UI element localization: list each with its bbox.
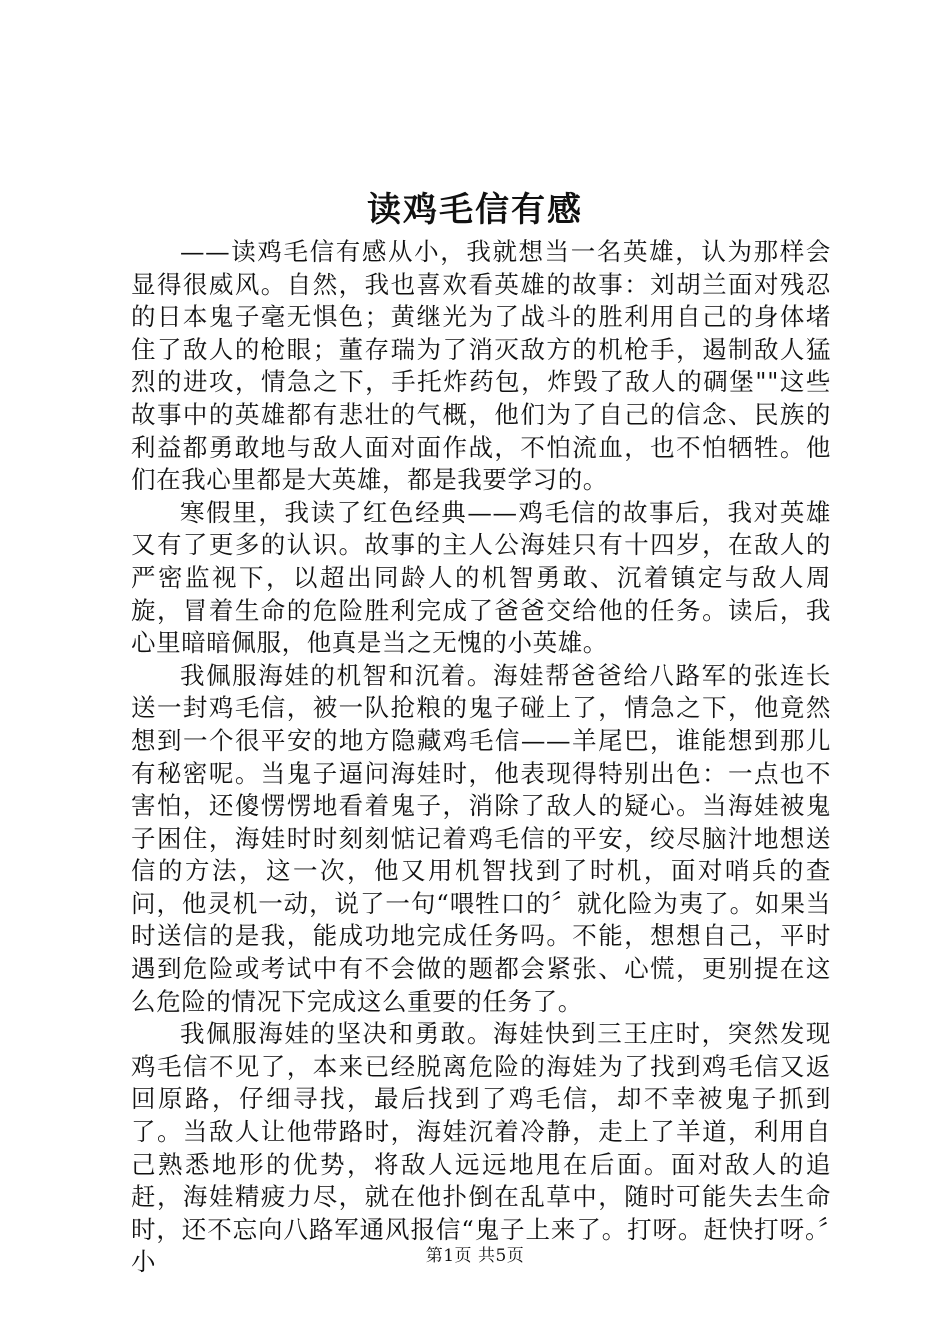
paragraph: 我佩服海娃的坚决和勇敢。海娃快到三王庄时，突然发现鸡毛信不见了，本来已经脱离危险的海娃为了找到鸡毛信又返回原路，仔细寻找，最后找到了鸡毛信，却不幸被鬼子抓到了。当敌人让他带路时，海娃沉着冷静，走上了羊道，利用自己熟悉地形的优势，将敌人远远地甩在后面。面对敌人的追赶，海娃精疲力尽，就在他扑倒在乱草中，随时可能失去生命时，还不忘向八路军通风报信“鬼子上来了。打呀。赶快打呀。〞小 (131, 1019, 831, 1277)
document-body (131, 236, 831, 1279)
paragraph: ——读鸡毛信有感从小，我就想当一名英雄，认为那样会显得很威风。自然，我也喜欢看英雄的故事：刘胡兰面对残忍的日本鬼子毫无惧色；黄继光为了战斗的胜利用自己的身体堵住了敌人的枪眼；董存瑞为了消灭敌方的机枪手，遏制敌人猛烈的进攻，情急之下，手托炸药包，炸毁了敌人的碉堡""这些故事中的英雄都有悲壮的气概，他们为了自己的信念、民族的利益都勇敢地与敌人面对面作战，不怕流血，也不怕牺牲。他们在我心里都是大英雄，都是我要学习的。 (131, 237, 831, 495)
page-footer: 第1页 共5页 (425, 1246, 525, 1266)
paragraph: 我佩服海娃的机智和沉着。海娃帮爸爸给八路军的张连长送一封鸡毛信，被一队抢粮的鬼子碰上了，情急之下，他竟然想到一个很平安的地方隐藏鸡毛信——羊尾巴，谁能想到那儿有秘密呢。当鬼子逼问海娃时，他表现得特别出色：一点也不害怕，还傻愣愣地看着鬼子，消除了敌人的疑心。当海娃被鬼子困住，海娃时时刻刻惦记着鸡毛信的平安，绞尽脑汁地想送信的方法，这一次，他又用机智找到了时机，面对哨兵的查问，他灵机一动，说了一句“喂牲口的〞就化险为夷了。如果当时送信的是我，能成功地完成任务吗。不能，想想自己，平时遇到危险或考试中有不会做的题都会紧张、心慌，更别提在这么危险的情况下完成这么重要的任务了。 (131, 660, 831, 1016)
document-title: 读鸡毛信有感 (367, 190, 583, 230)
paragraph: 寒假里，我读了红色经典——鸡毛信的故事后，我对英雄又有了更多的认识。故事的主人公海娃只有十四岁，在敌人的严密监视下，以超出同龄人的机智勇敢、沉着镇定与敌人周旋，冒着生命的危险胜利完成了爸爸交给他的任务。读后，我心里暗暗佩服，他真是当之无愧的小英雄。 (131, 497, 831, 658)
